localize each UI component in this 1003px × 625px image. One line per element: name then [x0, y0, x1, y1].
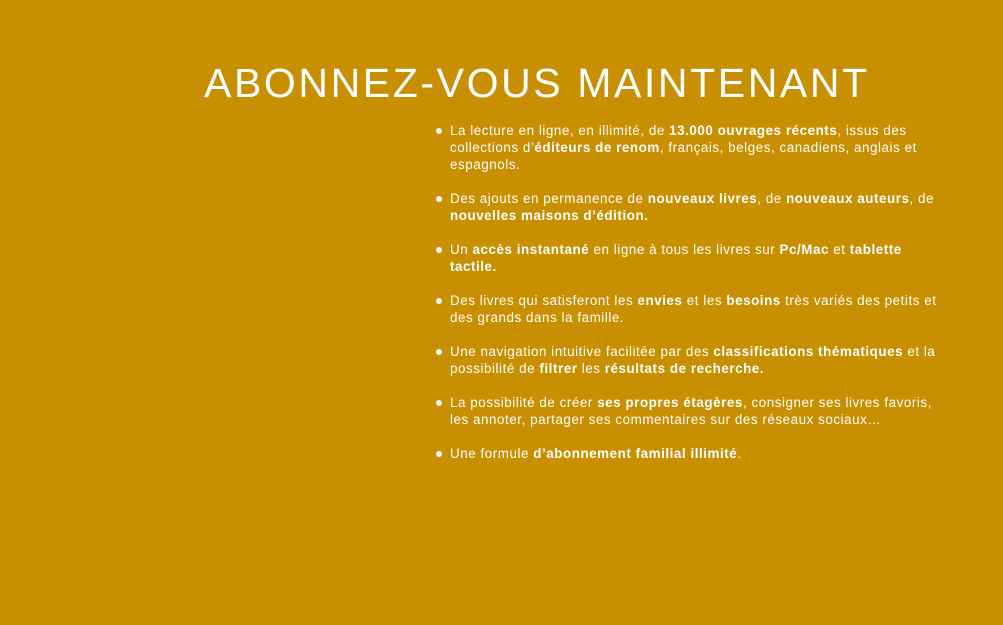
bullet-icon	[436, 400, 442, 406]
benefit-highlight: classifications thématiques	[713, 344, 904, 359]
benefit-highlight: tablette tactile.	[450, 242, 902, 274]
benefit-text: La possibilité de créer	[450, 395, 598, 410]
benefit-highlight: Pc/Mac	[779, 242, 829, 257]
benefit-highlight: nouveaux auteurs	[786, 191, 910, 206]
bullet-icon	[436, 451, 442, 457]
benefit-text: .	[737, 446, 742, 461]
benefit-text: , consigner ses livres favoris, les annoter, partager ses commentaires sur des réseaux sociaux…	[450, 395, 932, 427]
benefit-text: et les	[682, 293, 727, 308]
list-item	[436, 394, 941, 428]
bullet-icon	[436, 128, 442, 134]
benefit-text: Des ajouts en permanence de	[450, 191, 648, 206]
benefit-text: en ligne à tous les livres sur	[589, 242, 780, 257]
benefit-highlight: filtrer	[539, 361, 578, 376]
list-item	[436, 343, 941, 377]
benefit-highlight: résultats de recherche.	[604, 361, 765, 376]
bullet-icon	[436, 298, 442, 304]
benefit-highlight: d’abonnement familial illimité	[533, 446, 738, 461]
bullet-icon	[436, 247, 442, 253]
benefit-text: Une navigation intuitive facilitée par des	[450, 344, 714, 359]
benefit-text: les	[577, 361, 605, 376]
benefit-text: et	[828, 242, 850, 257]
bullet-icon	[436, 349, 442, 355]
bullet-icon	[436, 196, 442, 202]
benefit-text: , issus des collections d’	[450, 123, 907, 155]
page-title: ABONNEZ-VOUS MAINTENANT	[204, 60, 870, 106]
benefit-highlight: envies	[637, 293, 683, 308]
benefit-text: , de	[909, 191, 935, 206]
benefit-text: , français, belges, canadiens, anglais et espagnols.	[450, 140, 917, 172]
benefit-text: Un	[450, 242, 473, 257]
benefit-text: très variés des petits et des grands dans la famille.	[450, 293, 937, 325]
benefit-text: , de	[757, 191, 787, 206]
benefit-highlight: nouveaux livres	[647, 191, 758, 206]
benefit-highlight: éditeurs de renom	[534, 140, 660, 155]
benefit-highlight: 13.000 ouvrages récents	[669, 123, 838, 138]
benefit-highlight: nouvelles maisons d’édition.	[450, 208, 649, 223]
benefit-text: La lecture en ligne, en illimité, de	[450, 123, 670, 138]
benefit-text: et la possibilité de	[450, 344, 936, 376]
list-item	[436, 190, 941, 224]
list-item	[436, 445, 941, 462]
benefit-text: Une formule	[450, 446, 534, 461]
benefit-text: Des livres qui satisferont les	[450, 293, 638, 308]
benefits-list	[436, 122, 941, 479]
list-item	[436, 241, 941, 275]
benefit-highlight: ses propres étagères	[597, 395, 743, 410]
benefit-highlight: besoins	[726, 293, 781, 308]
list-item	[436, 122, 941, 173]
benefit-highlight: accès instantané	[472, 242, 590, 257]
list-item	[436, 292, 941, 326]
